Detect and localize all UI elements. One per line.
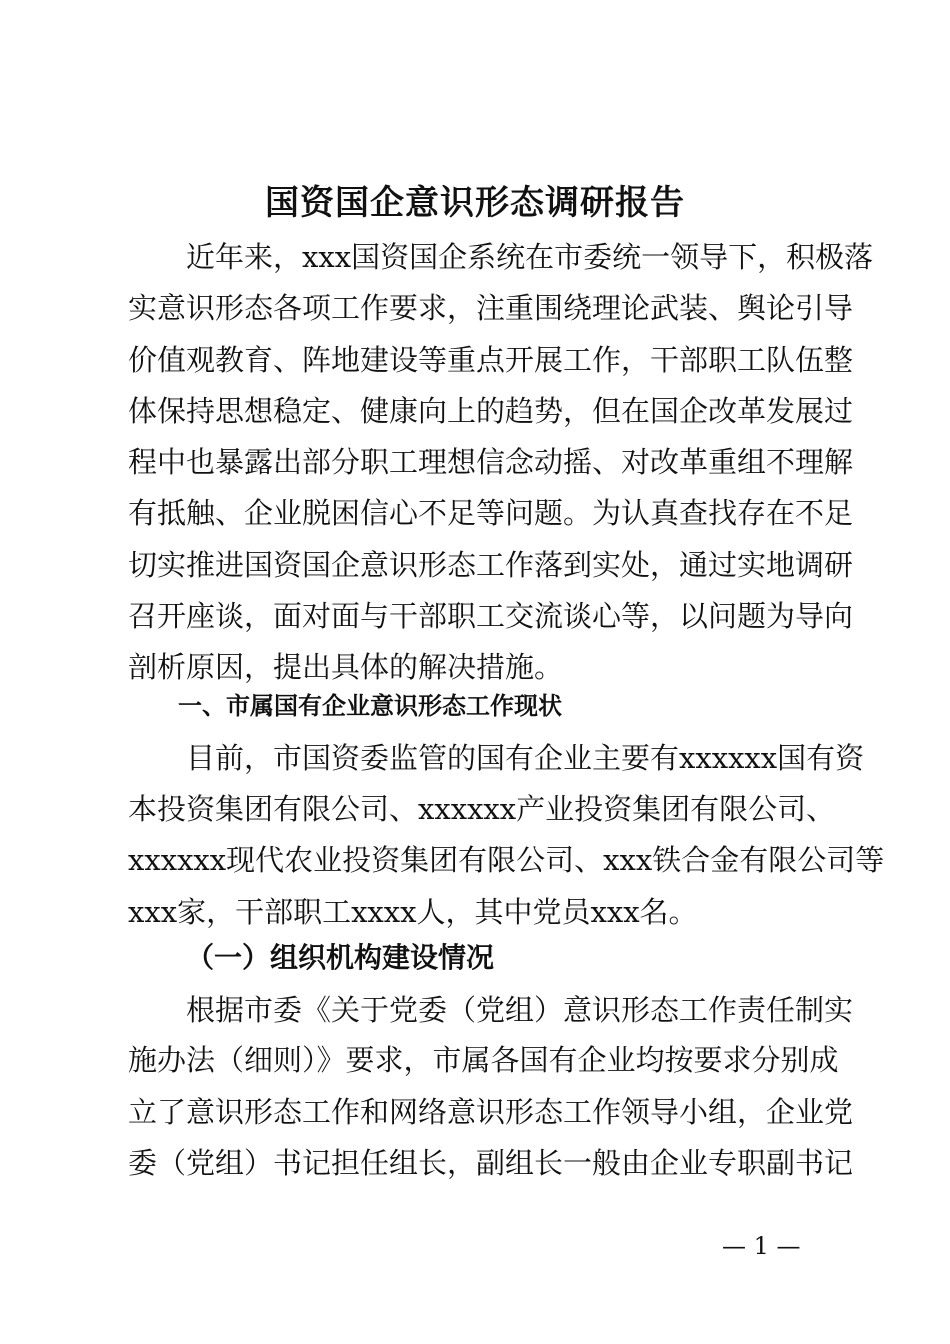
text-line: 切实推进国资国企意识形态工作落到实处，通过实地调研 (128, 548, 854, 582)
text-line: 近年来，xxx国资国企系统在市委统一领导下，积极落 (186, 240, 874, 274)
text-line: 价值观教育、阵地建设等重点开展工作，干部职工队伍整 (128, 343, 854, 377)
text-line: 召开座谈，面对面与干部职工交流谈心等，以问题为导向 (128, 599, 854, 633)
text-line: 施办法（细则）》要求，市属各国有企业均按要求分别成 (128, 1043, 839, 1077)
text-line: 根据市委《关于党委（党组）意识形态工作责任制实 (186, 993, 854, 1027)
text-line: 剖析原因，提出具体的解决措施。 (128, 650, 564, 684)
subsection-heading: （一）组织机构建设情况 (186, 941, 495, 974)
text-line: 本投资集团有限公司、xxxxxx产业投资集团有限公司、 (128, 792, 836, 826)
text-line: 有抵触、企业脱困信心不足等问题。为认真查找存在不足 (128, 496, 854, 530)
text-line: xxxxxx现代农业投资集团有限公司、xxx铁合金有限公司等 (128, 843, 885, 877)
text-line: xxx家，干部职工xxxx人，其中党员xxx名。 (128, 895, 698, 929)
text-line: 目前，市国资委监管的国有企业主要有xxxxxx国有资 (186, 741, 865, 775)
text-line: 实意识形态各项工作要求，注重围绕理论武装、舆论引导 (128, 291, 854, 325)
text-line: 立了意识形态工作和网络意识形态工作领导小组，企业党 (128, 1095, 854, 1129)
section-heading: 一、市属国有企业意识形态工作现状 (178, 692, 562, 720)
text-line: 体保持思想稳定、健康向上的趋势，但在国企改革发展过 (128, 394, 854, 428)
page-number: — 1 — (722, 1232, 801, 1260)
text-line: 程中也暴露出部分职工理想信念动摇、对改革重组不理解 (128, 445, 854, 479)
document-title: 国资国企意识形态调研报告 (265, 183, 685, 223)
text-line: 委（党组）书记担任组长，副组长一般由企业专职副书记 (128, 1146, 854, 1180)
